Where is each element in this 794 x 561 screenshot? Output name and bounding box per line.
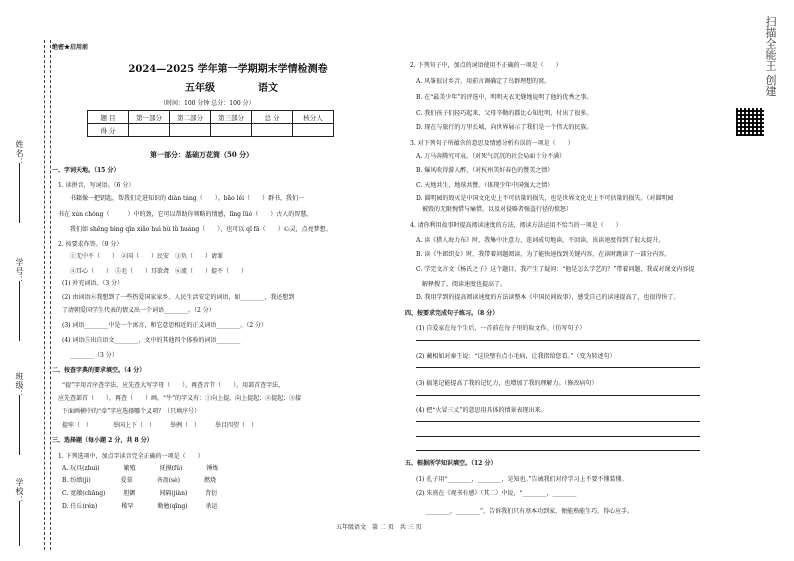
exam-title: 2024—2025 学年第一学期期末学情检测卷	[128, 64, 328, 75]
question-line: B. 纺绩(jì) 爱慕 吝啬(sè) 燃烧	[62, 477, 216, 484]
question-line: 3. 对下列句子所蕴含的意思及情感分析有误的一项是（ ）	[410, 140, 574, 147]
answer-line[interactable]	[416, 340, 700, 341]
question-line: 解释搜了，阅读速度也提高了。	[422, 281, 507, 288]
part-one-heading: 第一部分：基础万花筒（50 分）	[150, 150, 254, 159]
question-line: 书籍像一把钥匙，帮我们走进知识的 diàn táng（ ）。bǎo lěi（ ）群书，我们一	[70, 195, 305, 202]
question-line: A. 玩具(zhuì) 繁殖 抚摸(fǔ) 锤炼	[62, 465, 219, 472]
name-blank[interactable]	[19, 163, 20, 223]
question-line: (4) 词语⑤出自语文________，文中的其他四个体验的词语________	[62, 337, 241, 344]
question-line: A. 风筝很讨乡音，用前言调确定了鸟群理想的窝。	[416, 78, 551, 85]
scanner-watermark: 扫描全能王 创建	[764, 16, 777, 97]
question-line: 四、按要求完成句子练习。（8 分）	[405, 310, 499, 317]
question-line: D. 圆明园的毁灭是中国文化史上不可估量的损失，也是世界文化史上不可估量的损失。（对圆明园	[416, 195, 674, 202]
answer-line[interactable]	[416, 367, 700, 368]
score-cell[interactable]	[293, 124, 334, 137]
grade-label: 五年级	[185, 83, 215, 94]
question-line: (3) 搞笔记能提高了我的记忆力，也增加了我的理解力。（修改病句）	[416, 380, 598, 387]
question-line: ④耳心（ ） ⑤毛（ ）耳欲聋 ⑥流（ ）提不（ ）	[70, 268, 248, 275]
question-line: (1) 自爱家在每个生后，一首前在每子里的取文作。（仿写句子）	[416, 325, 586, 332]
question-line: 2. 按要求作答。（9 分）	[58, 241, 123, 248]
question-line: C. 学完文言文《杨氏之子》这个题目，我产生了疑问：“他是怎么学艺的？”带着问题，我或对课文内容提	[416, 266, 695, 273]
question-line: ________，________”，告诉我们只有基本功到家，便能熟能生巧，得心应手。	[426, 508, 634, 515]
question-line: (1) 补充词语。（3 分）	[62, 280, 124, 287]
class-blank[interactable]	[19, 395, 20, 455]
question-line: 了清朝爱国学生代表的情义出一个词语________。（2 分）	[62, 307, 215, 314]
answer-line[interactable]	[416, 450, 700, 451]
table-cell: 题 目	[88, 111, 129, 124]
question-line: (1) 孔子用“________，________，是知也。”告诫我们对待学习上不要不懂装懂。	[416, 476, 628, 483]
question-line: 提牢（ ） 举国上下（ ） 举例（ ） 举目四望（ ）	[62, 422, 258, 429]
question-line: 1. 读拼音，写词语。（6 分）	[58, 182, 135, 189]
name-label: 姓名：	[15, 140, 24, 167]
question-line: ________（3 分）	[70, 352, 118, 359]
question-line: A. 万马奔腾究可哀。（对死气沉沉的社会局面十分不满）	[416, 153, 566, 160]
question-line: ①无中不（ ） ②国（ ）民安 ③负（ ）请罪	[70, 253, 224, 260]
school-blank[interactable]	[19, 501, 20, 546]
class-label: 班级：	[15, 372, 24, 399]
binding-line	[44, 40, 45, 550]
student-id-blank[interactable]	[19, 281, 20, 341]
question-line: B. 爆风吹得游人醉，（对杭州美好春色的赞美之情）	[416, 167, 554, 174]
answer-line[interactable]	[416, 395, 700, 396]
question-line: 一、字词天地。（15 分）	[52, 167, 120, 174]
answer-line[interactable]	[416, 421, 700, 422]
student-id-label: 学号：	[15, 258, 24, 285]
score-table	[87, 110, 334, 137]
question-line: (2) 由词语⑥我想到了一些热爱国家家乡、人民生活安定的词语，如________，我还想到	[62, 294, 295, 301]
question-line: 应先查部首（ ），再查（ ）画。“牛”的字义有：①向上提，向上提起；②提起；③接	[58, 395, 302, 402]
score-cell[interactable]	[252, 124, 293, 137]
score-table-header-row	[88, 111, 334, 124]
question-line: “提”字用音序查字法，应先查大写字母（ ），再查音节（ ），用部首查字法，	[62, 382, 285, 389]
question-line: (3) 词语________中是一个寓言，和它意思相近的正义词语________。（2 分）	[62, 322, 268, 329]
score-cell[interactable]	[170, 124, 211, 137]
binding-line-inner	[50, 40, 51, 550]
school-label: 学校：	[15, 478, 24, 505]
table-cell: 第一部分	[129, 111, 170, 124]
answer-line[interactable]	[416, 436, 700, 437]
page-footer: 五年级语文 第 二 页 共 三 页	[336, 524, 422, 531]
time-info: （时间：100 分钟 总分：100 分）	[160, 100, 255, 107]
question-line: 被毁的无限惋惜与痛惜，以及对侵略者强盗行径的愤怒）	[422, 206, 573, 213]
table-cell: 总 分	[252, 111, 293, 124]
table-cell: 得 分	[88, 124, 129, 137]
question-line: (2) 蔺相如对秦王说：“这块璧有点小毛病，让我指给您看。”（变为转述句）	[416, 353, 616, 360]
question-line: 2. 下列句子中，加点的词语使用不正确的一项是（ ）	[410, 62, 562, 69]
question-line: C. 天地共生，地球共赞。（体现少年中国强大之情）	[416, 182, 554, 189]
question-line: C. 宽敞(chǎng) 胆颤 间隔(jiàn) 背衍	[62, 490, 218, 497]
question-line: (2) 朱熹在《观书有感》（其二）中说，“________，________	[416, 490, 577, 497]
score-cell[interactable]	[211, 124, 252, 137]
table-cell: 第三部分	[211, 111, 252, 124]
question-line: D. 任丘(rén) 稀罕 勤勉(qīng) 杀运	[62, 503, 218, 510]
question-line: B. 在“最美少年”的评选中，明明天衣无缝地说明了他的优秀之事。	[416, 94, 593, 101]
question-line: (4) 把“火冒三丈”的意思用具体的情景表现出来。	[416, 407, 547, 414]
question-line: 4. 请你利用故事时提高阅读速度的方法，阅读方法运用不恰当的一项是（ ）	[410, 222, 622, 229]
question-line: 二、按查字典的要求填空。（4 分）	[52, 367, 146, 374]
question-line: 下面画横中的“牵”字应选择哪个义项？（只填序号）	[62, 408, 201, 415]
question-line: 三、选择题（每小题 2 分，共 8 分）	[52, 437, 153, 444]
table-cell: 第二部分	[170, 111, 211, 124]
secret-label: 绝密★启用前	[52, 44, 89, 51]
qr-code-icon	[736, 108, 764, 136]
question-line: 1. 下列选项中，加点字读音完全正确的一项是（ ）	[58, 453, 204, 460]
score-cell[interactable]	[129, 124, 170, 137]
score-table-score-row	[88, 124, 334, 137]
question-line: B. 读《牛郎织女》时，我带着问题阅读，为了能快速找到关键内容，在读时跳读了一部分内容。	[416, 251, 671, 258]
question-line: 五、根据所学知识填空。（12 分）	[405, 460, 497, 467]
question-line: A. 读《猎人海力布》时，我集中注意力，连词成句地读，不回读，该读速度得到了很大提升。	[416, 237, 665, 244]
table-cell: 核分人	[293, 111, 334, 124]
question-line: 书在 xún chóng（ ）中的劲，它可以帮助你领略的情感，lǐng lüè（ ）古人的智慧。	[58, 211, 313, 218]
question-line: D. 我用学到的提高阅读速度的方法读整本《中国民间故事》，感受自己的读速提高了，也很得快了。	[416, 294, 680, 301]
question-line: 我们如 shēng bìng qīn xiǎo huì hú lǜ huáng（ ），也可以 qǐ fā（ ）心灵，点亮梦想。	[70, 226, 332, 233]
question-line: D. 现在与旅行的万里长城，向世界展示了我们是一个伟大的民族。	[416, 124, 593, 131]
subject-label: 语文	[258, 83, 278, 94]
question-line: C. 我们孩子们轻巧起来，父母辛勤的都比心知肚明，付出了很多。	[416, 110, 593, 117]
